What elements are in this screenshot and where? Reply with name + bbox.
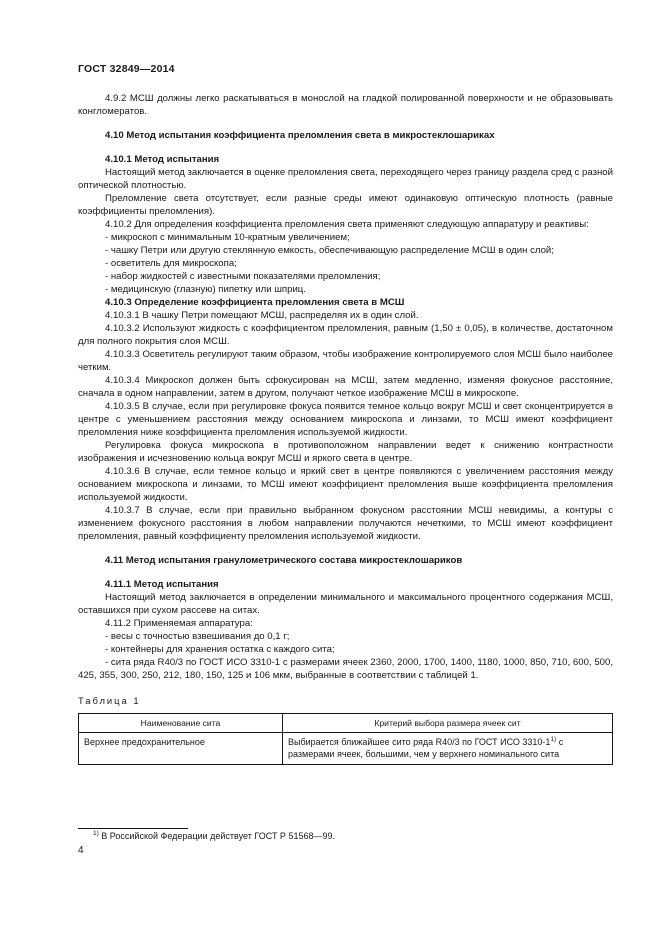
criterion-text-b: с размерами ячеек, большими, чем у верхнего номинального сита [288, 737, 564, 759]
criterion-text-a: Выбирается ближайшее сито ряда R40/3 по ГОСТ ИСО 3310-1 [288, 737, 551, 747]
section-heading-4-11: 4.11 Метод испытания гранулометрического состава микростеклошариков [105, 555, 463, 566]
list-item-pipette: - медицинскую (глазную) пипетку или шприц. [105, 284, 306, 295]
document-header: ГОСТ 32849—2014 [78, 63, 175, 75]
paragraph-4-10-3-7: 4.10.3.7 В случае, если при правильно выбранном фокусном расстоянии МСШ невидимы, а контуры с изменением фокусного расстояния в любом направлении получаются нечеткими, то МСШ имеют коэффициент преломления, равный коэффициенту преломления используемой жидкости. [78, 505, 613, 542]
paragraph-method-1: Настоящий метод заключается в оценке преломления света, переходящего через границу раздела сред с разной оптической плотностью. [78, 167, 613, 191]
table-row [79, 733, 613, 765]
paragraph-4-9-2: 4.9.2 МСШ должны легко раскатываться в монослой на гладкой полированной поверхности и не образовывать конгломератов. [78, 93, 613, 117]
table-header-criterion: Критерий выбора размера ячеек сит [283, 714, 613, 733]
subsection-heading-4-10-3: 4.10.3 Определение коэффициента преломления света в МСШ [105, 297, 405, 308]
document-body [78, 92, 613, 765]
table-caption: Таблица 1 [78, 695, 141, 706]
table-cell-sieve-name: Верхнее предохранительное [79, 733, 283, 765]
list-item-scales: - весы с точностью взвешивания до 0,1 г; [105, 631, 290, 642]
list-item-petri-dish: - чашку Петри или другую стеклянную емкость, обеспечивающую распределение МСШ в один слой; [105, 245, 554, 256]
paragraph-4-10-3-5: 4.10.3.5 В случае, если при регулировке фокуса появится темное кольцо вокруг МСШ и свет сконцентрируется в центре с уменьшением расстояния между основанием микроскопа и линзами, то МСШ имеют коэффициент преломления ниже коэффициента преломления используемой жидкости. [78, 401, 613, 438]
footnote-text: В Российской Федерации действует ГОСТ Р 51568—99. [98, 831, 335, 841]
page-number: 4 [78, 845, 84, 856]
list-item-liquids: - набор жидкостей с известными показателями преломления; [105, 271, 381, 282]
table-header-row [79, 714, 613, 733]
paragraph-4-10-3-1: 4.10.3.1 В чашку Петри помещают МСШ, распределяя их в один слой. [105, 310, 419, 321]
list-item-containers: - контейнеры для хранения остатка с каждого сита; [105, 644, 335, 655]
paragraph-4-10-2: 4.10.2 Для определения коэффициента преломления света применяют следующую аппаратуру и реактивы: [105, 219, 589, 230]
footnote [93, 831, 335, 841]
list-item-sieves: - сита ряда R40/3 по ГОСТ ИСО 3310-1 с размерами ячеек 2360, 2000, 1700, 1400, 1180, 1000, 850, 710, 600, 500, 425, 355, 300, 250, 212, 180, 150, 125 и 106 мкм, выбранные в соответствии с таблицей 1. [78, 657, 613, 681]
paragraph-4-10-3-4: 4.10.3.4 Микроскоп должен быть сфокусирован на МСШ, затем медленно, изменяя фокусное расстояние, сначала в одном направлении, затем в другом, получают четкое изображение МСШ в микроскопе. [78, 375, 613, 399]
footnote-ref: 1) [550, 736, 557, 743]
table-header-sieve-name: Наименование сита [79, 714, 283, 733]
sieve-table [78, 713, 613, 765]
paragraph-4-10-3-2: 4.10.3.2 Используют жидкость с коэффициентом преломления, равным (1,50 ± 0,05), в количестве, достаточном для полного покрытия слоя МСШ. [78, 323, 613, 347]
paragraph-4-10-3-6: 4.10.3.6 В случае, если темное кольцо и яркий свет в центре появляются с увеличением расстояния между основанием микроскопа и линзами, то МСШ имеют коэффициент преломления выше коэффициента преломления используемой жидкости. [78, 466, 613, 503]
paragraph-focus-regulation: Регулировка фокуса микроскопа в противоположном направлении ведет к снижению контрастности изображения и исчезновению кольца вокруг МСШ и яркого света в центре. [78, 440, 613, 464]
section-heading-4-10: 4.10 Метод испытания коэффициента преломления света в микростеклошариках [105, 130, 495, 141]
paragraph-4-10-3-3: 4.10.3.3 Осветитель регулируют таким образом, чтобы изображение контролируемого слоя МСШ было наиболее четким. [78, 349, 613, 373]
subsection-heading-4-11-1: 4.11.1 Метод испытания [105, 579, 219, 590]
table-cell-criterion [283, 733, 613, 765]
paragraph-4-11-1: Настоящий метод заключается в определении минимального и максимального процентного содержания МСШ, оставшихся при сухом рассеве на ситах. [78, 592, 613, 616]
paragraph-method-2: Преломление света отсутствует, если разные среды имеют одинаковую оптическую плотность (равные коэффициенты преломления). [78, 193, 613, 217]
footnote-separator [78, 828, 188, 829]
paragraph-4-11-2: 4.11.2 Применяемая аппаратура: [105, 618, 253, 629]
footnote-mark: 1) [93, 830, 99, 837]
list-item-illuminator: - осветитель для микроскопа; [105, 258, 237, 269]
subsection-heading-4-10-1: 4.10.1 Метод испытания [105, 154, 220, 165]
list-item-microscope: - микроскоп с минимальным 10-кратным увеличением; [105, 232, 350, 243]
